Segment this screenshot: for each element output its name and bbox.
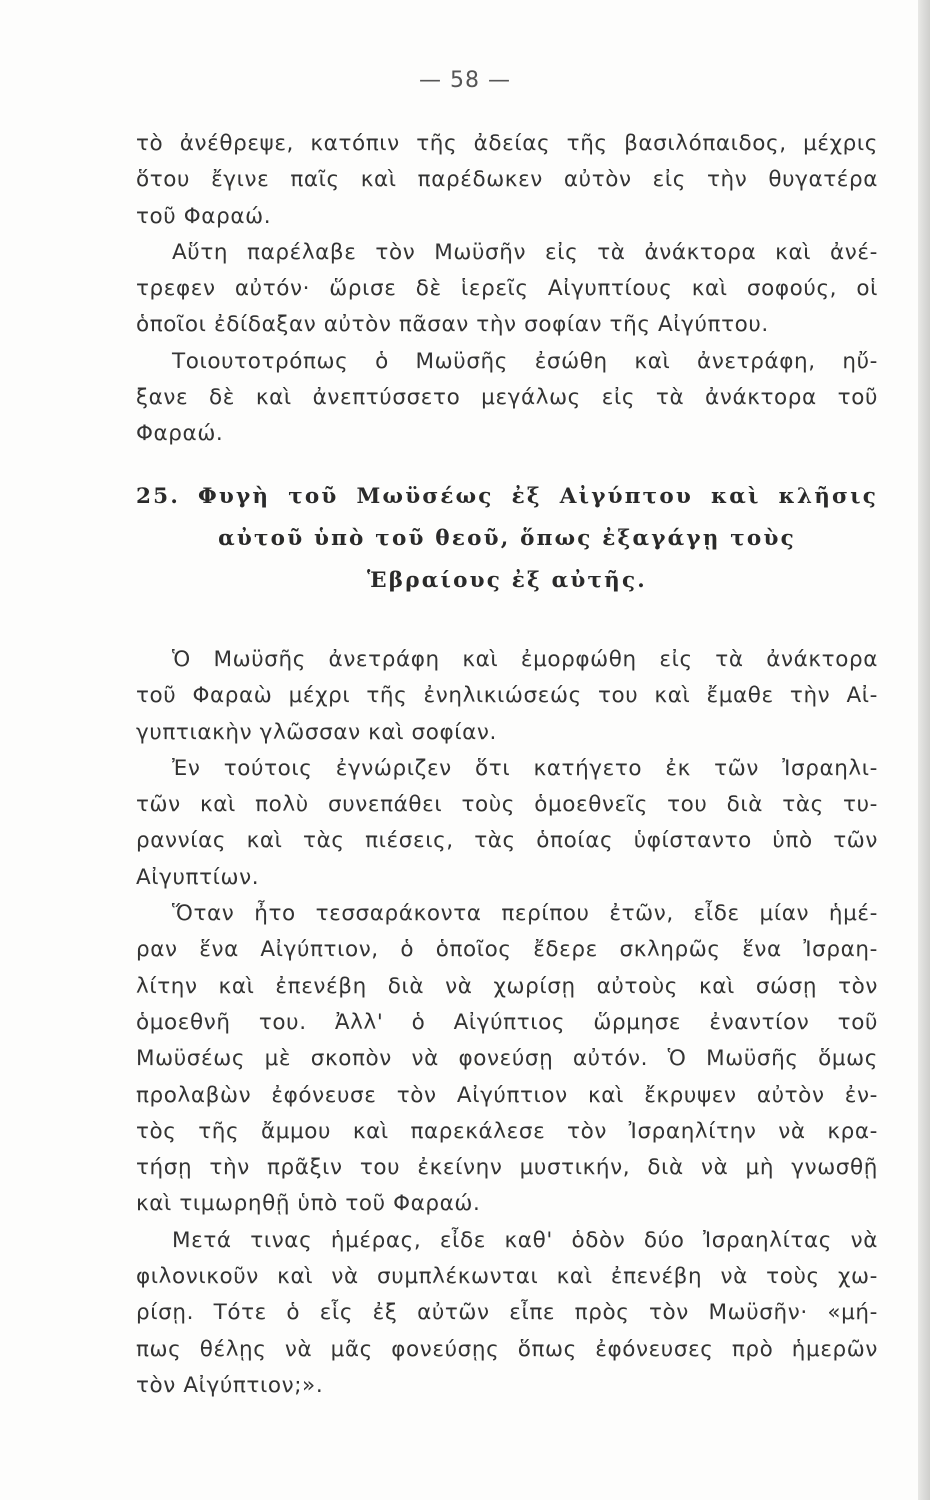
text-line: λίτην καὶ ἐπενέβη διὰ νὰ χωρίσῃ αὐτοὺς καὶ σώσῃ τὸν [136, 973, 878, 999]
text-line: ραν ἕνα Αἰγύπτιον, ὁ ὁποῖος ἔδερε σκληρῶς ἕνα Ἰσραη- [136, 937, 878, 963]
text-line: Φαραώ. [136, 421, 224, 447]
text-block-bottom [136, 642, 878, 1404]
text-line: τὸν Αἰγύπτιον;». [136, 1372, 324, 1398]
text-line: τοῦ Φαραώ. [136, 203, 272, 229]
text-line: τὸ ἀνέθρεψε, κατόπιν τῆς ἀδείας τῆς βασιλόπαιδος, μέχρις [136, 131, 878, 156]
text-line: Μετά τινας ἡμέρας, εἶδε καθ' ὁδὸν δύο Ἰσραηλίτας νὰ [172, 1227, 878, 1253]
text-line: ὁποῖοι ἐδίδαξαν αὐτὸν πᾶσαν τὴν σοφίαν τῆς Αἰγύπτου. [136, 312, 769, 338]
heading-line: αὐτοῦ ὑπὸ τοῦ θεοῦ, ὅπως ἐξαγάγῃ τοὺς [218, 526, 796, 551]
text-line: φιλονικοῦν καὶ νὰ συμπλέκωνται καὶ ἐπενέβη νὰ τοὺς χω- [136, 1264, 878, 1290]
text-line: ὅτου ἔγινε παῖς καὶ παρέδωκεν αὐτὸν εἰς τὴν θυγατέρα [136, 167, 878, 193]
text-line: ὁμοεθνῆ του. Ἀλλ' ὁ Αἰγύπτιος ὥρμησε ἐναντίον τοῦ [136, 1009, 878, 1035]
section-heading [136, 476, 878, 602]
text-line: πως θέλῃς νὰ μᾶς φονεύσῃς ὅπως ἐφόνευσες πρὸ ἡμερῶν [136, 1336, 878, 1362]
text-line: τήσῃ τὴν πρᾶξιν του ἐκείνην μυστικήν, διὰ νὰ μὴ γνωσθῇ [136, 1155, 878, 1181]
text-block-top [136, 126, 878, 453]
text-line: Αὕτη παρέλαβε τὸν Μωϋσῆν εἰς τὰ ἀνάκτορα καὶ ἀνέ- [172, 239, 878, 265]
text-line: Ὅταν ἦτο τεσσαράκοντα περίπου ἐτῶν, εἶδε μίαν ἡμέ- [172, 901, 878, 927]
heading-line: Ἑβραίους ἐξ αὐτῆς. [367, 568, 647, 593]
text-line: ραννίας καὶ τὰς πιέσεις, τὰς ὁποίας ὑφίσταντο ὑπὸ τῶν [136, 828, 878, 854]
text-line: ρίσῃ. Τότε ὁ εἷς ἐξ αὐτῶν εἶπε πρὸς τὸν Μωϋσῆν· «μή- [136, 1300, 878, 1326]
text-line: τὸς τῆς ἄμμου καὶ παρεκάλεσε τὸν Ἰσραηλίτην νὰ κρα- [136, 1118, 878, 1144]
text-line: Ἐν τούτοις ἐγνώριζεν ὅτι κατήγετο ἐκ τῶν Ἰσραηλι- [172, 755, 878, 781]
text-line: τρεφεν αὐτόν· ὥρισε δὲ ἱερεῖς Αἰγυπτίους καὶ σοφούς, οἱ [136, 276, 878, 302]
text-line: προλαβὼν ἐφόνευσε τὸν Αἰγύπτιον καὶ ἔκρυψεν αὐτὸν ἐν- [136, 1082, 878, 1108]
page-edge-shadow [918, 0, 930, 1500]
text-line: Τοιουτοτρόπως ὁ Μωϋσῆς ἐσώθη καὶ ἀνετράφη, ηὔ- [172, 348, 878, 374]
text-line: Μωϋσέως μὲ σκοπὸν νὰ φονεύσῃ αὐτόν. Ὁ Μωϋσῆς ὅμως [136, 1046, 878, 1072]
heading-line: 25. Φυγὴ τοῦ Μωϋσέως ἐξ Αἰγύπτου καὶ κλῆσις [136, 484, 878, 509]
page-number: — 58 — [419, 68, 511, 93]
text-line: τοῦ Φαραὼ μέχρι τῆς ἐνηλικιώσεώς του καὶ ἔμαθε τὴν Αἰ- [136, 683, 878, 709]
text-line: τῶν καὶ πολὺ συνεπάθει τοὺς ὁμοεθνεῖς του διὰ τὰς τυ- [136, 792, 878, 818]
text-line: καὶ τιμωρηθῇ ὑπὸ τοῦ Φαραώ. [136, 1191, 481, 1217]
text-line: Αἰγυπτίων. [136, 864, 260, 890]
text-line: Ὁ Μωϋσῆς ἀνετράφη καὶ ἐμορφώθη εἰς τὰ ἀνάκτορα [172, 647, 878, 672]
text-line: ξανε δὲ καὶ ἀνεπτύσσετο μεγάλως εἰς τὰ ἀνάκτορα τοῦ [136, 385, 878, 411]
text-line: γυπτιακὴν γλῶσσαν καὶ σοφίαν. [136, 719, 497, 745]
